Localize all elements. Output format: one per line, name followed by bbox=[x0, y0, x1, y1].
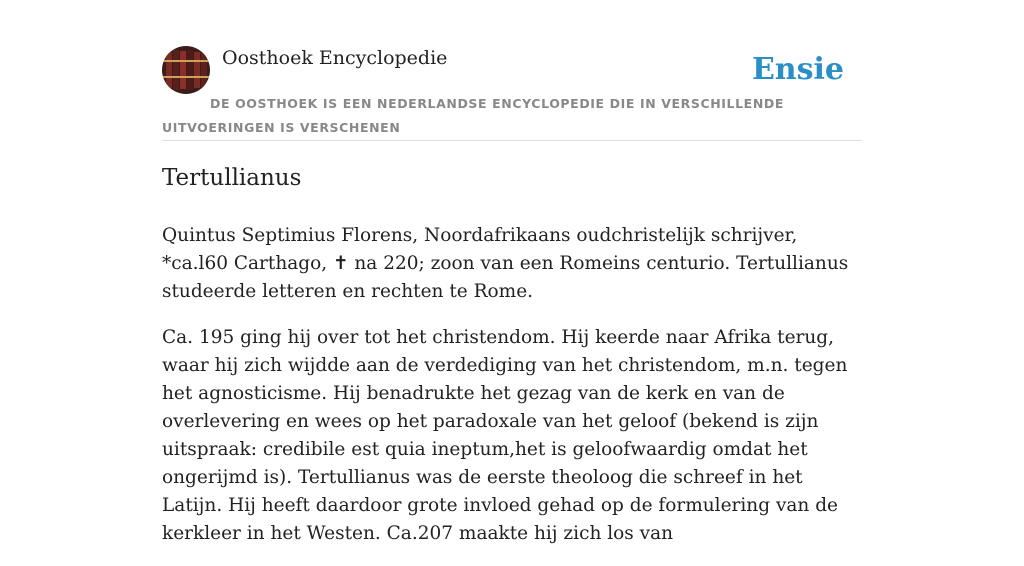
article bbox=[162, 160, 862, 566]
books-icon bbox=[162, 46, 210, 94]
site-header bbox=[162, 46, 862, 141]
article-paragraph: Quintus Septimius Florens, Noordafrikaans oudchristelijk schrijver, *ca.l60 Carthago, ✝ na 220; zoon van een Romeins centurio. Tertullianus studeerde letteren en rechten te Rome. bbox=[162, 225, 849, 302]
site-tagline: DE OOSTHOEK IS EEN NEDERLANDSE ENCYCLOPEDIE DIE IN VERSCHILLENDE UITVOERINGEN IS VERSCHENEN bbox=[162, 96, 784, 135]
article-title: Tertullianus bbox=[162, 165, 302, 191]
site-avatar[interactable] bbox=[162, 46, 210, 94]
article-paragraph: Ca. 195 ging hij over tot het christendom. Hij keerde naar Afrika terug, waar hij zich wijdde aan de verdediging van het christendom, m.n. tegen het agnosticisme. Hij benadrukte het gezag van de kerk en van de overlevering en wees op het paradoxale van het geloof (bekend is zijn uitspraak: credibile est quia ineptum,het is geloofwaardig omdat het ongerijmd is). Tertullianus was de eerste theoloog die schreef in het Latijn. Hij heeft daardoor grote invloed gehad op de formulering van de kerkleer in het Westen. Ca.207 maakte hij zich los van bbox=[162, 327, 848, 544]
brand-logo[interactable]: Ensie bbox=[751, 52, 844, 87]
site-title[interactable]: Oosthoek Encyclopedie bbox=[222, 47, 448, 69]
